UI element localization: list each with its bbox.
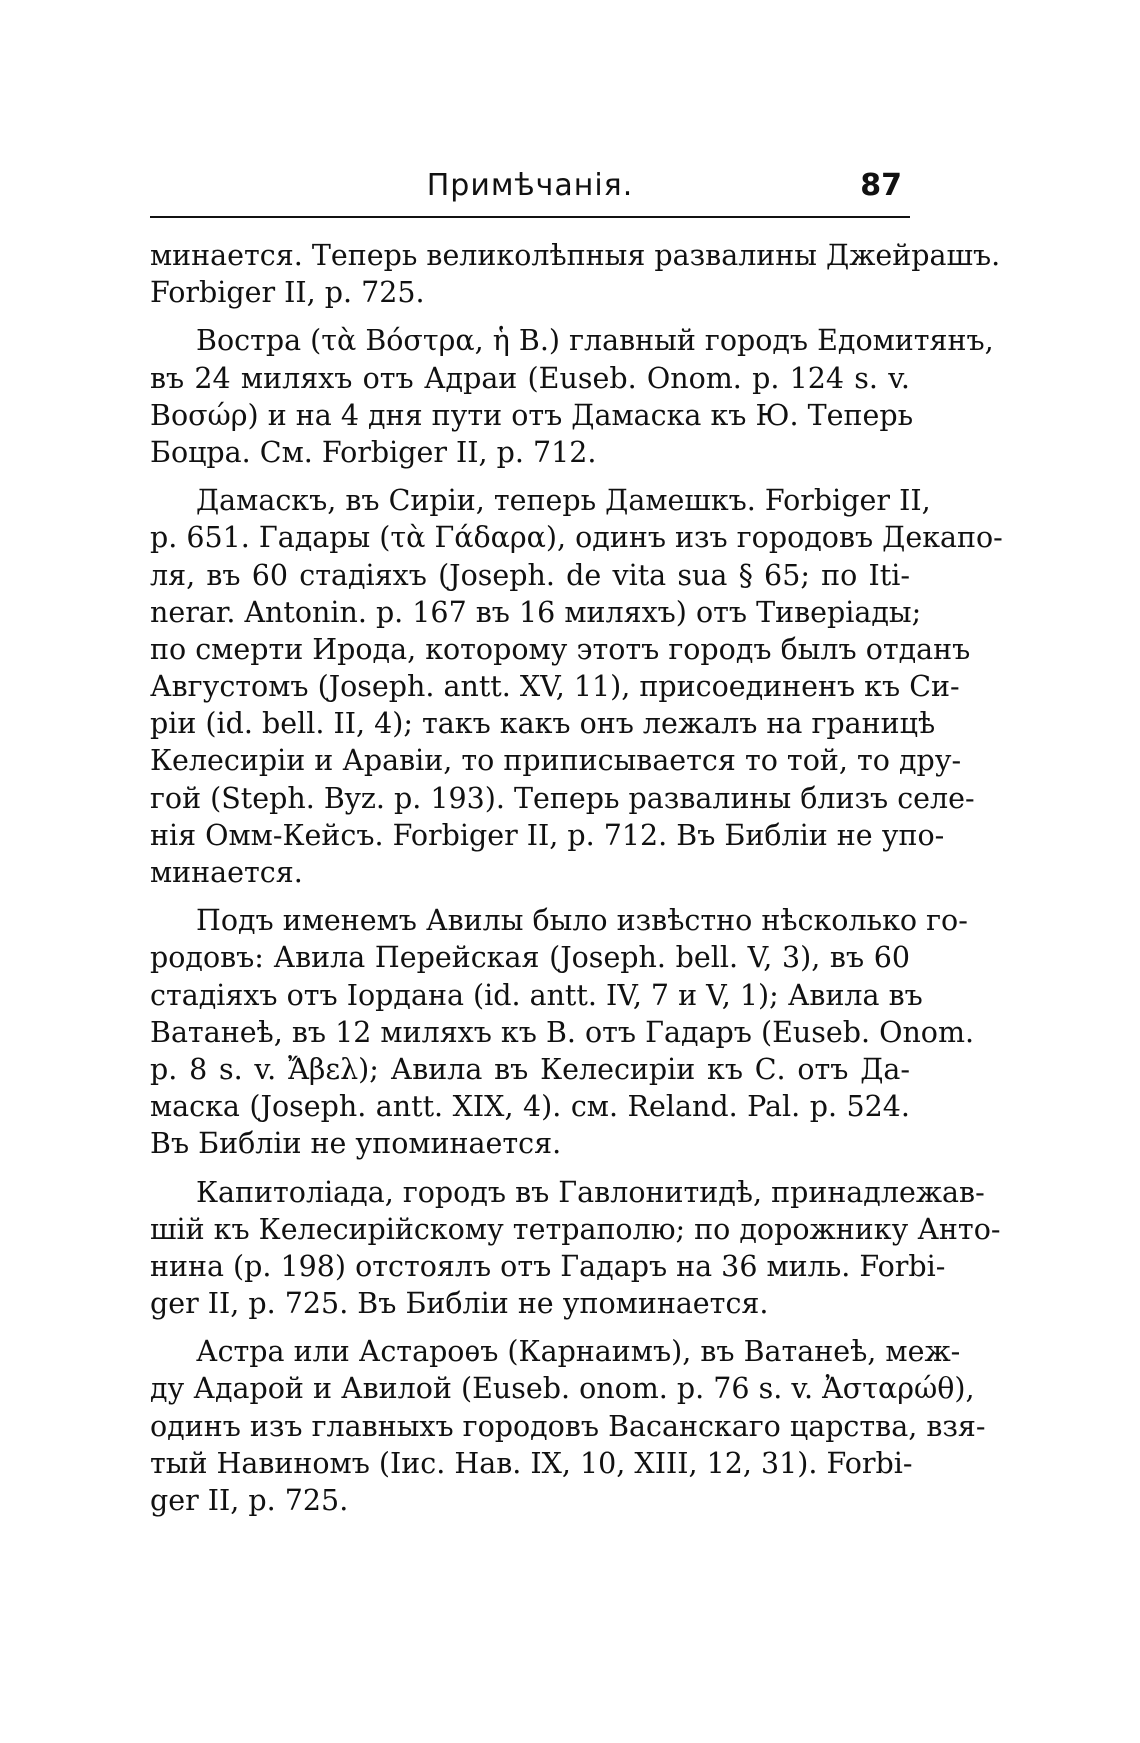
- paragraph-5: [150, 1174, 1001, 1323]
- paragraph-2: [150, 322, 994, 471]
- paragraph-1: [150, 237, 1001, 311]
- text-line: Βοσώρ) и на 4 дня пути отъ Дамаска къ Ю. Теперь: [150, 398, 914, 432]
- text-line: Боцра. См. Forbiger II, p. 712.: [150, 435, 597, 469]
- text-line: стадіяхъ отъ Іордана (id. antt. IV, 7 и V, 1); Авила въ: [150, 978, 923, 1012]
- text-line: одинъ изъ главныхъ городовъ Васанскаго царства, взя-: [150, 1409, 986, 1443]
- text-line: p. 8 s. v. Ἄβελ); Авила въ Келесиріи къ С. отъ Да-: [150, 1052, 910, 1086]
- text-line: гой (Steph. Byz. p. 193). Теперь развалины близъ селе-: [150, 781, 975, 815]
- paragraph-6: [150, 1333, 986, 1519]
- text-line: нія Омм-Кейсъ. Forbiger II, p. 712. Въ Библіи не упо-: [150, 818, 945, 852]
- text-line: ля, въ 60 стадіяхъ (Joseph. de vita sua § 65; по Iti-: [150, 558, 910, 592]
- text-line: нина (p. 198) отстоялъ отъ Гадаръ на 36 миль. Forbi-: [150, 1249, 946, 1283]
- running-title: Примѣчанія.: [426, 168, 634, 203]
- text-line: Астра или Астароѳъ (Карнаимъ), въ Ватанеѣ, меж-: [196, 1335, 961, 1369]
- text-line: Келесиріи и Аравіи, то приписывается то той, то дру-: [150, 744, 962, 778]
- text-line: шій къ Келесирійскому тетраполю; по дорожнику Анто-: [150, 1212, 1001, 1246]
- text-line: Августомъ (Joseph. antt. XV, 11), присоединенъ къ Си-: [150, 670, 960, 704]
- text-line: Ватанеѣ, въ 12 миляхъ къ В. отъ Гадаръ (Euseb. Onom.: [150, 1015, 975, 1049]
- text-line: тый Навиномъ (Іис. Нав. IX, 10, XIII, 12, 31). Forbi-: [150, 1446, 913, 1480]
- text-line: Forbiger II, p. 725.: [150, 276, 425, 310]
- text-body: [150, 237, 1003, 1519]
- text-line: Востра (τὰ Βόστρα, ἡ Β.) главный городъ Едомитянъ,: [196, 324, 994, 358]
- text-line: въ 24 миляхъ отъ Адраи (Euseb. Onom. p. 124 s. v.: [150, 361, 910, 395]
- text-line: p. 651. Гадары (τὰ Γάδαρα), одинъ изъ городовъ Декапо-: [150, 521, 1003, 555]
- text-line: по смерти Ирода, которому этотъ городъ былъ отданъ: [150, 632, 971, 666]
- page-header: [150, 168, 910, 218]
- text-line: Капитоліада, городъ въ Гавлонитидѣ, принадлежав-: [196, 1175, 985, 1209]
- text-line: ду Адарой и Авилой (Euseb. onom. p. 76 s. v. Ἀσταρώθ),: [150, 1372, 975, 1406]
- text-line: минается. Теперь великолѣпныя развалины Джейрашъ.: [150, 239, 1001, 272]
- paragraph-4: [150, 902, 975, 1162]
- text-line: ger II, p. 725.: [150, 1484, 349, 1517]
- text-line: Подъ именемъ Авилы было извѣстно нѣсколько го-: [196, 904, 968, 938]
- text-line: ger II, p. 725. Въ Библіи не упоминается.: [150, 1287, 769, 1321]
- text-line: минается.: [150, 856, 303, 889]
- text-line: Дамаскъ, въ Сиріи, теперь Дамешкъ. Forbiger II,: [196, 484, 931, 518]
- text-line: nerar. Antonin. p. 167 въ 16 миляхъ) отъ Тиверіады;: [150, 595, 922, 629]
- text-line: родовъ: Авила Перейская (Joseph. bell. V, 3), въ 60: [150, 941, 910, 975]
- text-line: Въ Библіи не упоминается.: [150, 1127, 562, 1161]
- text-line: ріи (id. bell. II, 4); такъ какъ онъ лежалъ на границѣ: [150, 707, 936, 741]
- page-number: 87: [860, 168, 902, 203]
- text-line: маска (Joseph. antt. XIX, 4). см. Reland. Pal. p. 524.: [150, 1090, 910, 1124]
- paragraph-3: [150, 482, 1003, 891]
